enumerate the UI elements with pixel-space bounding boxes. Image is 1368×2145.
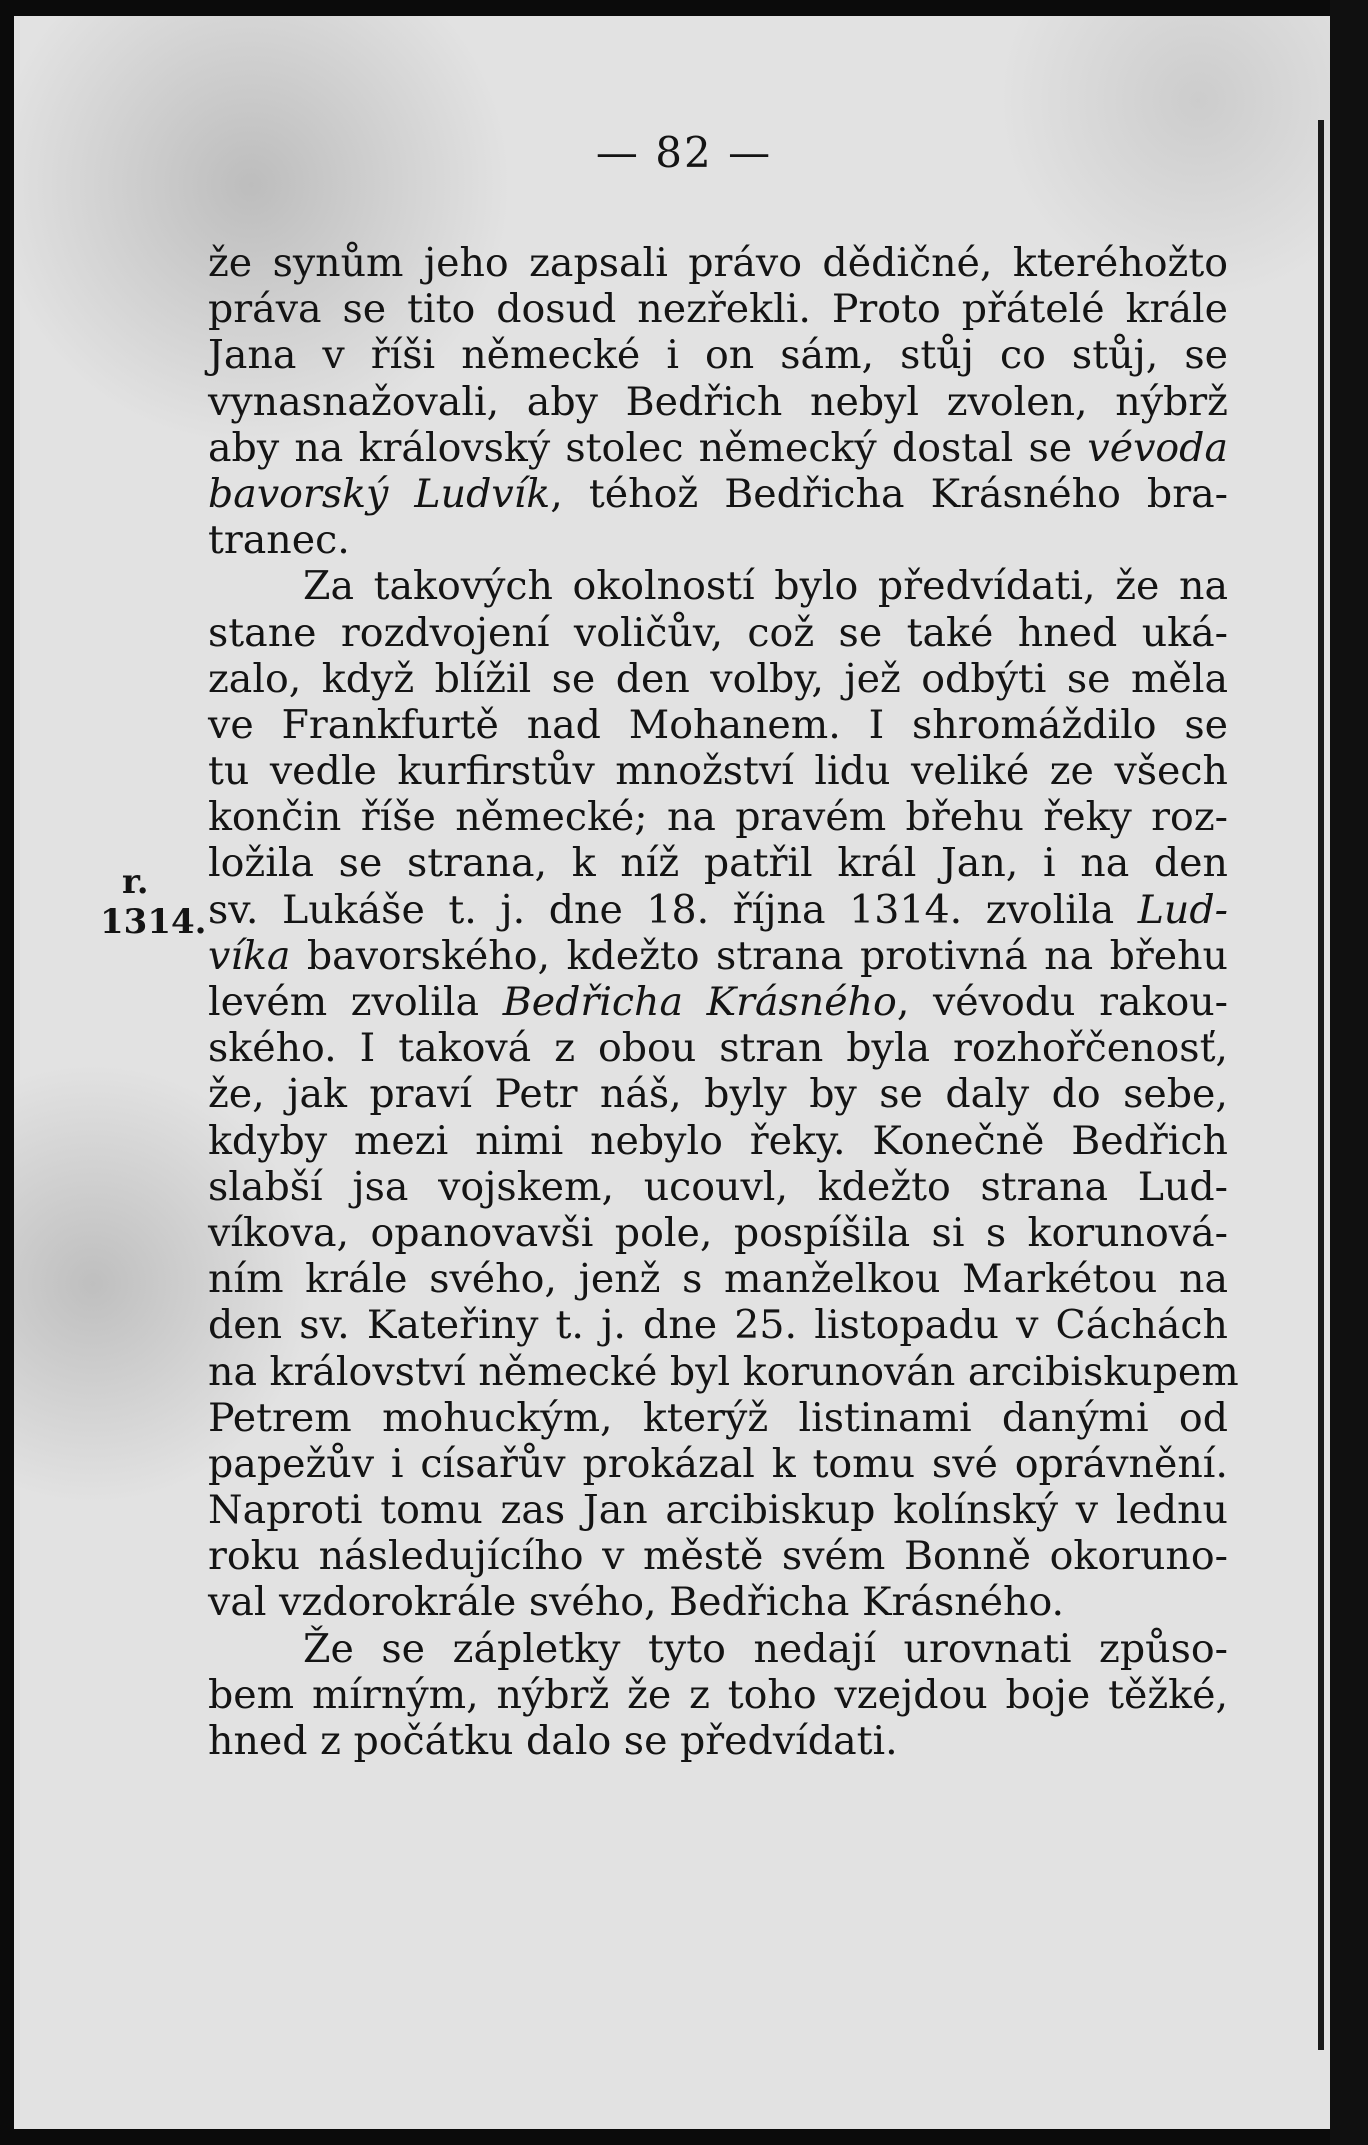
text-line: Jana v říši německé i on sám, stůj co stůj, se [208, 332, 1228, 379]
text-line: roku následujícího v městě svém Bonně okoruno- [208, 1533, 1228, 1580]
text-line: že, jak praví Petr náš, byly by se daly do sebe, [208, 1071, 1228, 1118]
text-line [208, 471, 1228, 517]
text-segment: levém zvolila [208, 979, 503, 1025]
text-line: Naproti tomu zas Jan arcibiskup kolínský v lednu [208, 1487, 1228, 1534]
text-line: Za takových okolností bylo předvídati, že na [303, 563, 1228, 610]
page-number: — 82 — [595, 128, 773, 177]
text-line [208, 933, 1228, 979]
text-line: slabší jsa vojskem, ucouvl, kdežto strana Lud- [208, 1163, 1228, 1210]
text-line: ve Frankfurtě nad Mohanem. I shromáždilo se [208, 701, 1228, 748]
italic-text-segment: bavorský Ludvík [208, 470, 551, 517]
italic-text-segment: Bedřicha Krásného [502, 979, 897, 1025]
text-line: Že se zápletky tyto nedají urovnati způso- [303, 1625, 1228, 1672]
text-line: že synům jeho zapsali právo dědičné, kteréhožto [208, 240, 1228, 286]
margin-note-year-prefix: r. [122, 862, 149, 902]
text-line: den sv. Kateřiny t. j. dne 25. listopadu v Cáchách [208, 1302, 1228, 1349]
text-line: vynasnažovali, aby Bedřich nebyl zvolen, nýbrž [208, 378, 1228, 425]
text-line [208, 425, 1228, 471]
text-line: zalo, když blížil se den volby, jež odbýti se měla [208, 655, 1228, 702]
text-line: tu vedle kurfirstův množství lidu veliké ze všech [208, 748, 1228, 795]
text-line: Petrem mohuckým, kterýž listinami danými od [208, 1394, 1228, 1441]
italic-text-segment: víka [208, 932, 291, 979]
text-line: tranec. [208, 517, 350, 564]
text-segment: bavorského, kdežto strana protivná na břehu [290, 932, 1228, 979]
text-line: ského. I taková z obou stran byla rozhořčenosť, [208, 1025, 1228, 1072]
text-line [208, 887, 1228, 933]
text-line: ním krále svého, jenž s manželkou Markétou na [208, 1256, 1228, 1303]
text-segment: , vévodu rakou- [896, 979, 1229, 1025]
text-line: papežův i císařův prokázal k tomu své oprávnění. [208, 1440, 1228, 1487]
text-line: hned z počátku dalo se předvídati. [208, 1718, 898, 1764]
text-segment: sv. Lukáše t. j. dne 18. října 1314. zvolila [208, 886, 1138, 933]
text-line: víkova, opanovavši pole, pospíšila si s korunová- [208, 1209, 1228, 1256]
text-line [208, 979, 1228, 1025]
text-line: na království německé byl korunován arcibiskupem [208, 1348, 1239, 1395]
italic-text-segment: vévoda [1087, 424, 1228, 471]
text-line: kdyby mezi nimi nebylo řeky. Konečně Bedřich [208, 1117, 1228, 1164]
text-line: ložila se strana, k níž patřil král Jan, i na den [208, 840, 1228, 887]
page-edge-shadow [1318, 120, 1324, 2050]
body-text [208, 240, 1239, 1764]
text-segment: aby na královský stolec německý dostal se [208, 424, 1088, 471]
scan-border-right [1330, 0, 1368, 2145]
text-segment: , téhož Bedřicha Krásného bra- [550, 470, 1228, 517]
text-line: práva se tito dosud nezřekli. Proto přátelé krále [208, 286, 1228, 333]
margin-note-year: 1314. [100, 902, 207, 942]
text-line: končin říše německé; na pravém břehu řeky roz- [208, 794, 1228, 841]
text-line: stane rozdvojení voličův, což se také hned uká- [208, 609, 1228, 656]
italic-text-segment: Lud- [1137, 886, 1228, 933]
text-line: val vzdorokrále svého, Bedřicha Krásného. [208, 1579, 1065, 1626]
text-line: bem mírným, nýbrž že z toho vzejdou boje těžké, [208, 1671, 1228, 1718]
